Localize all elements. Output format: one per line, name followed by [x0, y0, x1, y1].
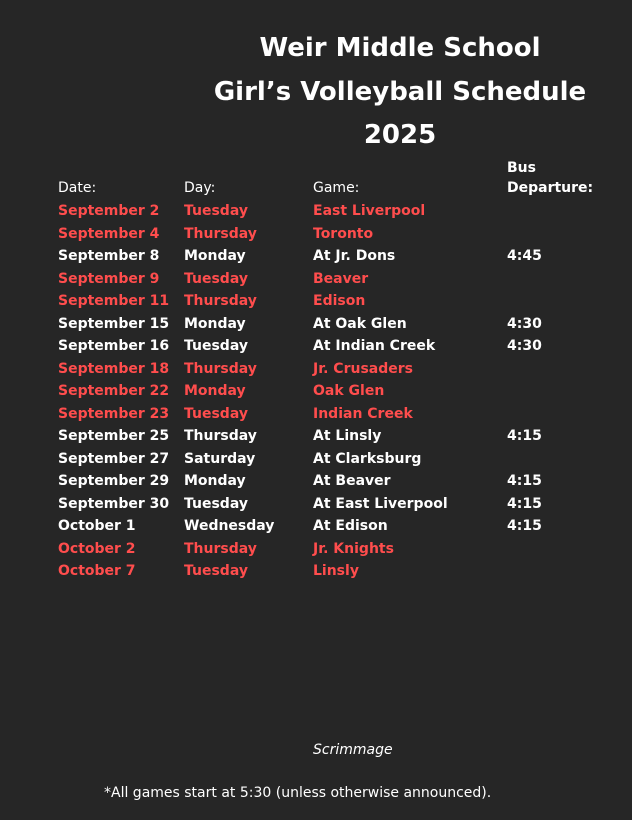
- footnote: *All games start at 5:30 (unless otherwise announced).: [104, 785, 492, 801]
- game-opponent: At Oak Glen: [313, 315, 407, 332]
- bus-departure: 4:15: [507, 518, 542, 534]
- table-row: [58, 515, 632, 537]
- title-schedule: Girl’s Volleyball Schedule: [213, 77, 587, 107]
- table-row: [58, 200, 632, 222]
- table-row: [58, 290, 632, 312]
- game-opponent: Edison: [313, 293, 366, 309]
- game-date: September 18: [58, 360, 170, 377]
- game-date: September 2: [58, 203, 160, 219]
- game-day: Thursday: [184, 225, 257, 242]
- game-date: September 9: [58, 270, 160, 287]
- game-opponent: Linsly: [313, 563, 359, 579]
- game-day: Tuesday: [184, 495, 248, 512]
- table-row: [58, 380, 632, 402]
- game-opponent: Jr. Knights: [313, 540, 394, 557]
- game-day: Wednesday: [184, 518, 275, 534]
- game-date: September 15: [58, 315, 170, 332]
- game-day: Monday: [184, 248, 246, 264]
- bus-departure: 4:15: [507, 428, 542, 444]
- table-row: [58, 268, 632, 290]
- game-day: Saturday: [184, 450, 256, 467]
- game-date: October 2: [58, 540, 136, 557]
- game-day: Tuesday: [184, 563, 248, 579]
- game-opponent: At Linsly: [313, 428, 382, 444]
- game-date: September 29: [58, 473, 170, 489]
- game-opponent: Oak Glen: [313, 383, 385, 399]
- game-date: September 27: [58, 450, 170, 467]
- table-row: [58, 223, 632, 245]
- game-day: Thursday: [184, 293, 257, 309]
- bus-departure: 4:30: [507, 338, 542, 354]
- game-opponent: Toronto: [313, 225, 374, 242]
- game-date: September 30: [58, 495, 170, 512]
- game-opponent: At Jr. Dons: [313, 248, 396, 264]
- header-bus-line2: Departure:: [507, 180, 594, 196]
- table-row: [58, 335, 632, 357]
- title-year: 2025: [363, 120, 437, 150]
- game-date: September 22: [58, 383, 170, 399]
- title-school: Weir Middle School: [259, 33, 541, 63]
- table-row: [58, 560, 632, 582]
- game-date: September 4: [58, 225, 160, 242]
- scrimmage-note: Scrimmage: [313, 742, 393, 758]
- game-opponent: At Clarksburg: [313, 450, 422, 467]
- table-row: [58, 448, 632, 470]
- table-row: [58, 245, 632, 267]
- game-day: Tuesday: [184, 338, 248, 354]
- game-day: Tuesday: [184, 270, 248, 287]
- game-day: Tuesday: [184, 405, 248, 422]
- bus-departure: 4:15: [507, 495, 542, 512]
- game-day: Monday: [184, 315, 246, 332]
- header-bus-line1: Bus: [507, 160, 536, 176]
- game-day: Monday: [184, 473, 246, 489]
- table-row: [58, 493, 632, 515]
- game-day: Tuesday: [184, 203, 248, 219]
- game-day: Thursday: [184, 360, 257, 377]
- game-date: September 8: [58, 248, 160, 264]
- game-opponent: At Indian Creek: [313, 338, 436, 354]
- game-date: September 11: [58, 293, 170, 309]
- game-opponent: At Beaver: [313, 473, 391, 489]
- bus-departure: 4:15: [507, 473, 542, 489]
- game-date: October 1: [58, 518, 136, 534]
- game-opponent: Indian Creek: [313, 405, 413, 422]
- game-opponent: Jr. Crusaders: [313, 360, 413, 377]
- game-opponent: At Edison: [313, 518, 388, 534]
- header-day: Day:: [184, 180, 216, 196]
- table-row: [58, 313, 632, 335]
- game-opponent: East Liverpool: [313, 203, 426, 219]
- game-date: October 7: [58, 563, 136, 579]
- game-date: September 25: [58, 428, 170, 444]
- game-opponent: At East Liverpool: [313, 495, 448, 512]
- table-row: [58, 538, 632, 560]
- game-date: September 23: [58, 405, 170, 422]
- game-day: Monday: [184, 383, 246, 399]
- table-row: [58, 358, 632, 380]
- table-row: [58, 470, 632, 492]
- game-date: September 16: [58, 338, 170, 354]
- game-opponent: Beaver: [313, 270, 369, 287]
- header-date: Date:: [58, 180, 97, 196]
- game-day: Thursday: [184, 428, 257, 444]
- header-game: Game:: [313, 180, 360, 196]
- bus-departure: 4:45: [507, 248, 542, 264]
- table-row: [58, 403, 632, 425]
- game-day: Thursday: [184, 540, 257, 557]
- bus-departure: 4:30: [507, 315, 542, 332]
- table-row: [58, 425, 632, 447]
